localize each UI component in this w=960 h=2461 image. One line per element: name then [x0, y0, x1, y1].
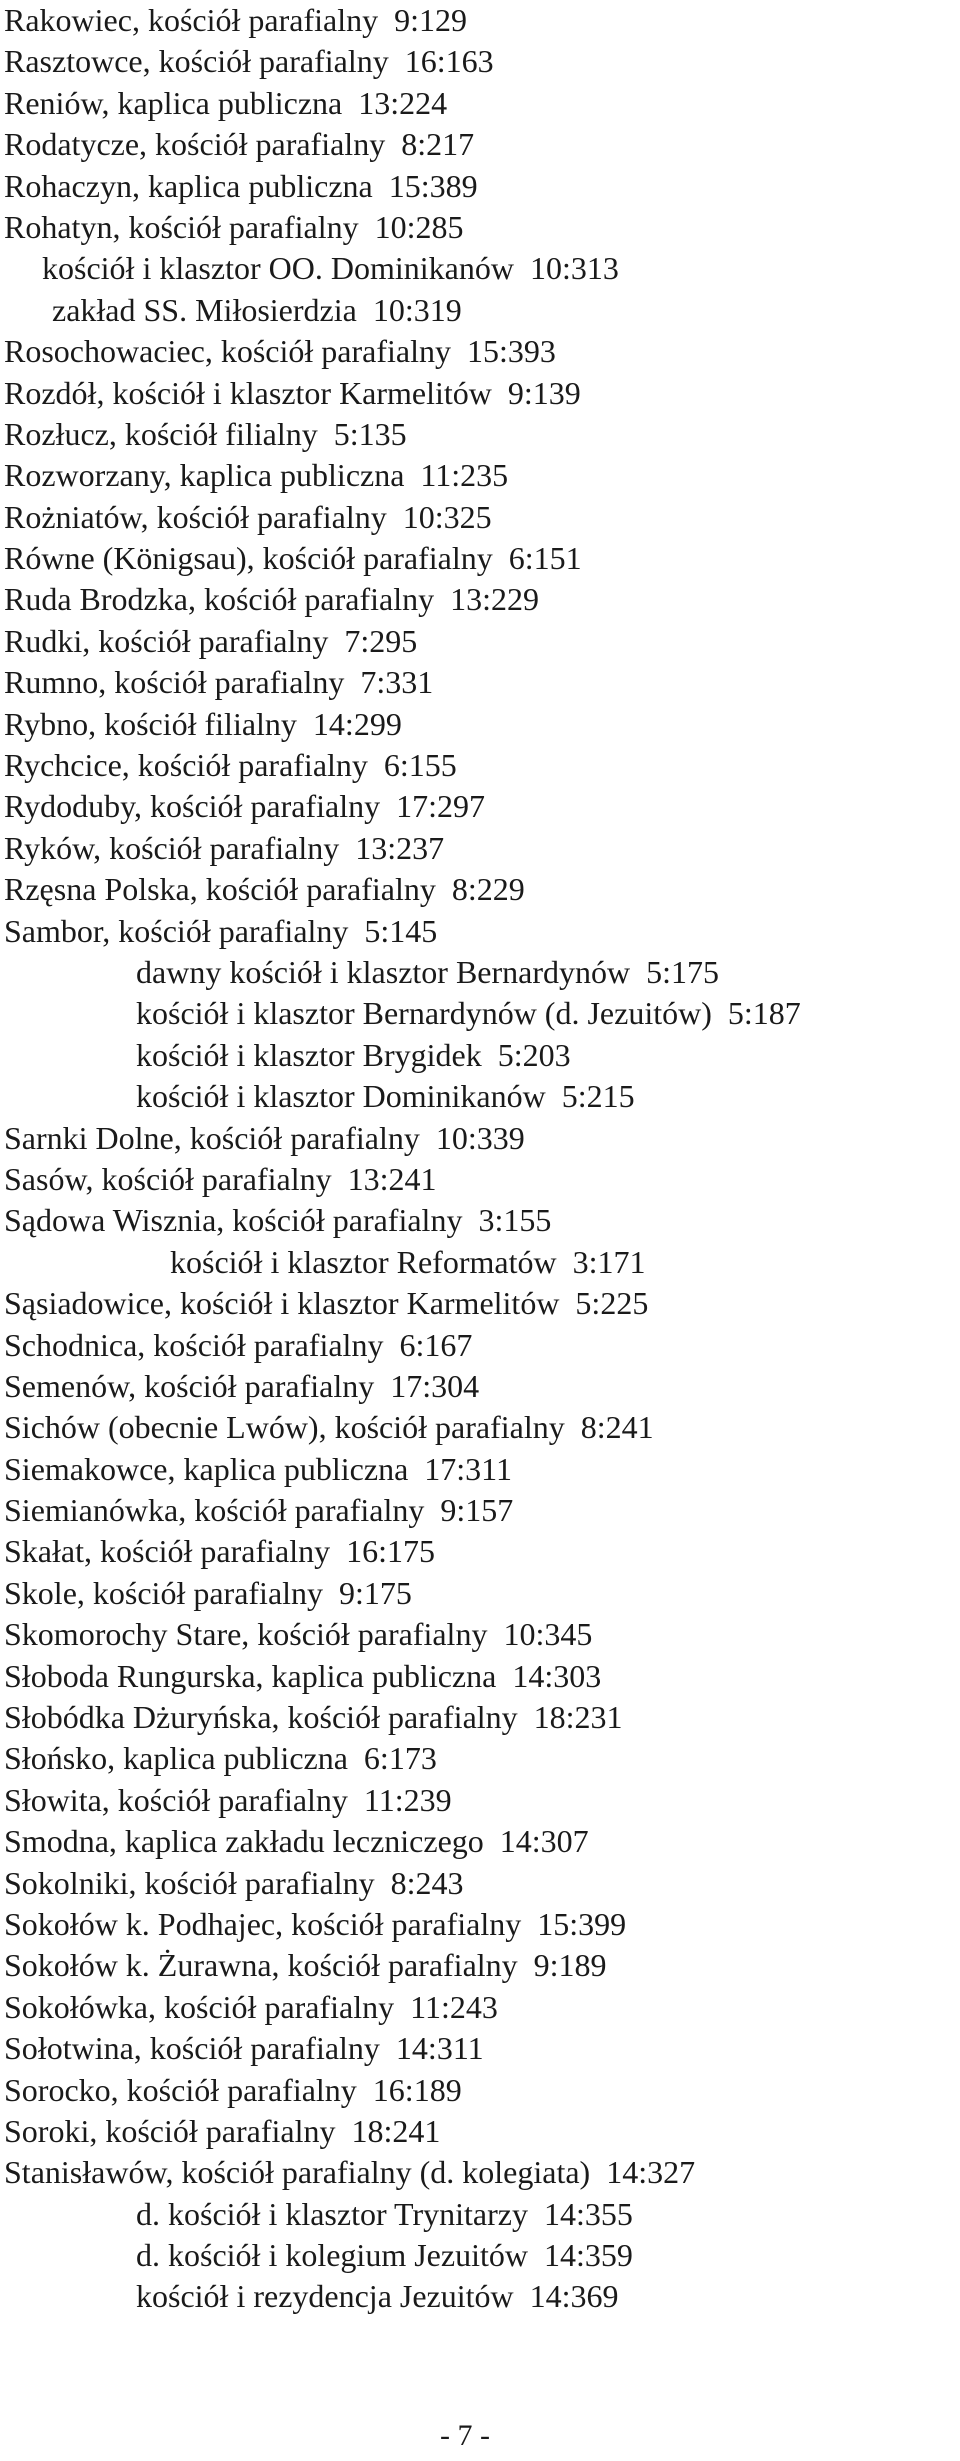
index-entry: Sokołów k. Podhajec, kościół parafialny 15:399: [4, 1905, 627, 1942]
index-entry: Sorocko, kościół parafialny 16:189: [4, 2071, 462, 2108]
index-entry: Sokolniki, kościół parafialny 8:243: [4, 1864, 464, 1901]
index-entry: Sądowa Wisznia, kościół parafialny 3:155: [4, 1202, 552, 1239]
index-entry: Rumno, kościół parafialny 7:331: [4, 664, 434, 701]
index-subentry: kościół i klasztor Reformatów 3:171: [170, 1243, 646, 1280]
index-entry: Rozdół, kościół i klasztor Karmelitów 9:139: [4, 374, 581, 411]
index-entry: Rydoduby, kościół parafialny 17:297: [4, 788, 486, 825]
index-entry: Sąsiadowice, kościół i klasztor Karmelitów 5:225: [4, 1285, 649, 1322]
index-entry: Rychcice, kościół parafialny 6:155: [4, 747, 457, 784]
index-entry: Semenów, kościół parafialny 17:304: [4, 1367, 480, 1404]
index-entry: Soroki, kościół parafialny 18:241: [4, 2112, 441, 2149]
index-entry: Rybno, kościół filialny 14:299: [4, 705, 402, 742]
index-entry: Sambor, kościół parafialny 5:145: [4, 912, 438, 949]
index-entry: Rosochowaciec, kościół parafialny 15:393: [4, 333, 556, 370]
index-subentry: kościół i klasztor Dominikanów 5:215: [136, 1078, 635, 1115]
index-entry: Równe (Königsau), kościół parafialny 6:151: [4, 540, 582, 577]
index-entry: Rodatycze, kościół parafialny 8:217: [4, 126, 475, 163]
index-entry: Sołotwina, kościół parafialny 14:311: [4, 2030, 484, 2067]
index-entry: Słoboda Rungurska, kaplica publiczna 14:303: [4, 1657, 602, 1694]
page-number: - 7 -: [440, 2419, 490, 2452]
index-entry: Rzęsna Polska, kościół parafialny 8:229: [4, 871, 525, 908]
index-entry: Sokołów k. Żurawna, kościół parafialny 9:189: [4, 1947, 607, 1984]
index-entry: Sichów (obecnie Lwów), kościół parafialny 8:241: [4, 1409, 654, 1446]
index-entry: Słowita, kościół parafialny 11:239: [4, 1781, 452, 1818]
index-entry: Skole, kościół parafialny 9:175: [4, 1574, 412, 1611]
index-entry: Sokołówka, kościół parafialny 11:243: [4, 1988, 498, 2025]
index-entry: Skomorochy Stare, kościół parafialny 10:345: [4, 1616, 593, 1653]
index-entry: Sarnki Dolne, kościół parafialny 10:339: [4, 1119, 525, 1156]
index-entry: Rozłucz, kościół filialny 5:135: [4, 415, 407, 452]
index-entry: Słobódka Dżuryńska, kościół parafialny 18:231: [4, 1699, 623, 1736]
index-subentry: kościół i klasztor OO. Dominikanów 10:313: [42, 250, 619, 287]
index-entry: Słońsko, kaplica publiczna 6:173: [4, 1740, 437, 1777]
index-entry: Ruda Brodzka, kościół parafialny 13:229: [4, 581, 539, 618]
index-entry: Rożniatów, kościół parafialny 10:325: [4, 498, 492, 535]
index-entry: Rohatyn, kościół parafialny 10:285: [4, 208, 464, 245]
index-entry: Rasztowce, kościół parafialny 16:163: [4, 43, 494, 80]
index-subentry: d. kościół i kolegium Jezuitów 14:359: [136, 2237, 633, 2274]
index-entry: Skałat, kościół parafialny 16:175: [4, 1533, 436, 1570]
index-entry: Reniów, kaplica publiczna 13:224: [4, 84, 448, 121]
index-entry: Rohaczyn, kaplica publiczna 15:389: [4, 167, 478, 204]
index-subentry: kościół i klasztor Brygidek 5:203: [136, 1036, 571, 1073]
index-entry: Rakowiec, kościół parafialny 9:129: [4, 2, 467, 38]
index-entry: Siemianówka, kościół parafialny 9:157: [4, 1492, 514, 1529]
index-subentry: kościół i klasztor Bernardynów (d. Jezuitów) 5:187: [136, 995, 801, 1032]
index-subentry: dawny kościół i klasztor Bernardynów 5:175: [136, 953, 719, 990]
index-entry: Smodna, kaplica zakładu leczniczego 14:307: [4, 1823, 589, 1860]
index-entry: Stanisławów, kościół parafialny (d. kolegiata) 14:327: [4, 2154, 696, 2191]
index-entry: Siemakowce, kaplica publiczna 17:311: [4, 1450, 512, 1487]
index-entry: Sasów, kościół parafialny 13:241: [4, 1160, 437, 1197]
index-entry: Schodnica, kościół parafialny 6:167: [4, 1326, 473, 1363]
index-entry: Ryków, kościół parafialny 13:237: [4, 829, 445, 866]
index-subentry: d. kościół i klasztor Trynitarzy 14:355: [136, 2195, 633, 2232]
index-subentry: zakład SS. Miłosierdzia 10:319: [52, 291, 462, 328]
index-subentry: kościół i rezydencja Jezuitów 14:369: [136, 2278, 619, 2315]
index-entry: Rozworzany, kaplica publiczna 11:235: [4, 457, 509, 494]
index-entry: Rudki, kościół parafialny 7:295: [4, 622, 418, 659]
